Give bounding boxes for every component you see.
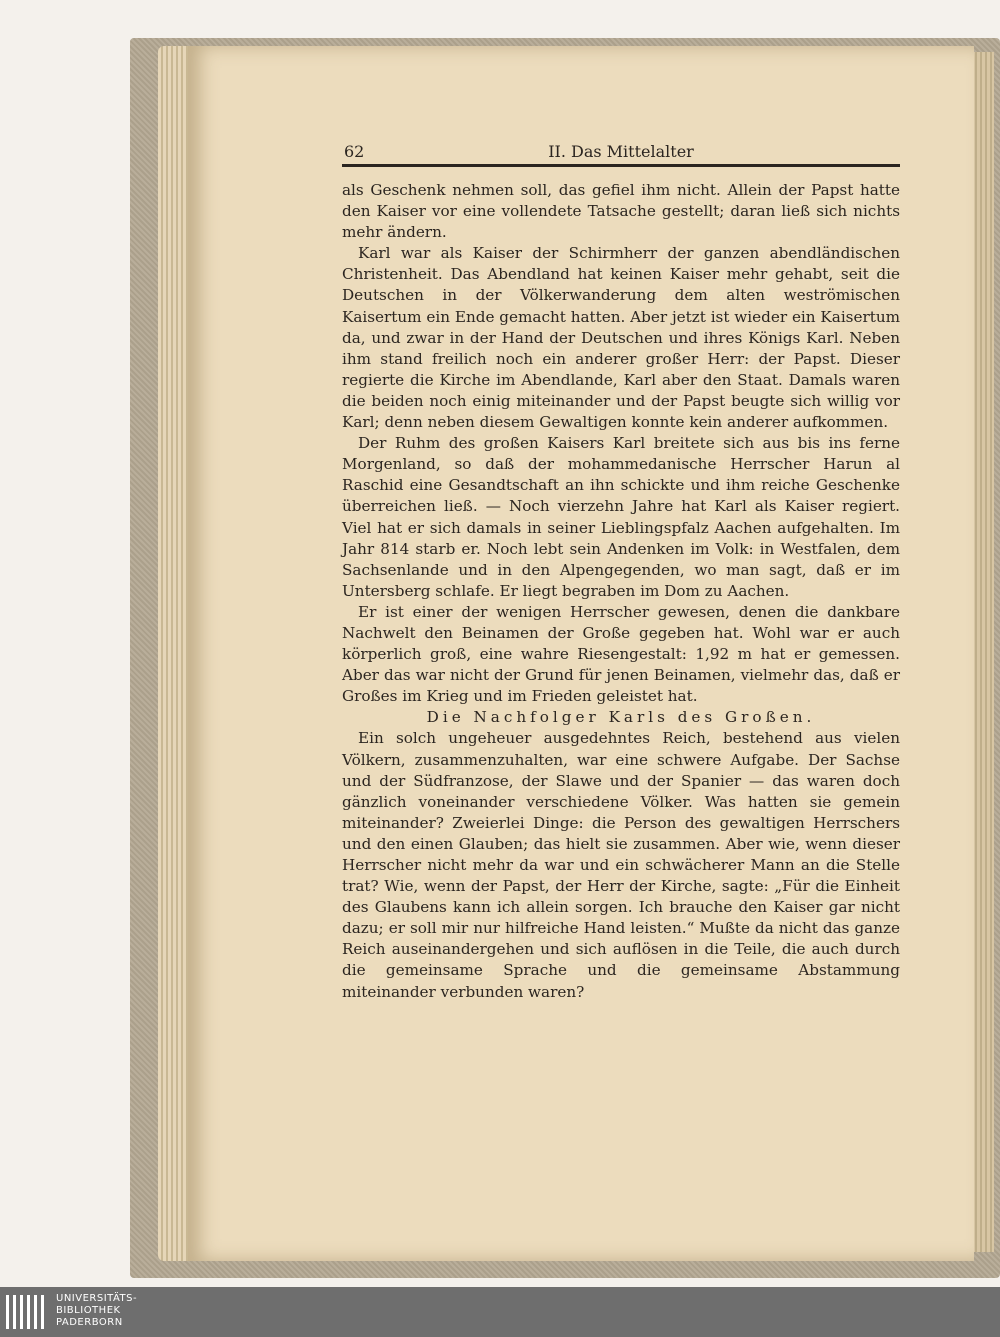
- paragraph: Der Ruhm des großen Kaisers Karl breitete sich aus bis ins ferne Morgenland, so daß der mohammedanische Herrscher Harun al Raschid eine Gesandtschaft an ihn schickte und ihm reiche Geschenke überreichen ließ. — Noch vierzehn Jahre hat Karl als Kaiser regiert. Viel hat er sich damals in seiner Lieblingspfalz Aachen aufgehalten. Im Jahr 814 starb er. Noch lebt sein Andenken im Volk: in Westfalen, dem Sachsenlande und in den Alpengegenden, wo man sagt, daß er im Untersberg schlafe. Er liegt begraben im Dom zu Aachen.: [342, 434, 900, 600]
- page-header: [342, 142, 900, 167]
- page-edges-right: [972, 52, 994, 1252]
- section-title: Die Nachfolger Karls des Großen.: [426, 708, 816, 727]
- paragraph: Ein solch ungeheuer ausgedehntes Reich, bestehend aus vielen Völkern, zusammenzuhalten, war eine schwere Aufgabe. Der Sachse und der Südfranzose, der Slawe und der Spanier — das waren doch gänzlich voneinander verschiedene Völker. Was hatten sie gemein miteinander? Zweierlei Dinge: die Person des gewaltigen Herrschers und den einen Glauben; das hielt sie zusammen. Aber wie, wenn dieser Herrscher nicht mehr da war und ein schwächerer Mann an die Stelle trat? Wie, wenn der Papst, der Herr der Kirche, sagte: „Für die Einheit des Glaubens kann ich allein sorgen. Ich brauche den Kaiser gar nicht dazu; er soll mir nur hilfreiche Hand leisten.“ Mußte da nicht das ganze Reich auseinandergehen und sich auflösen in die Teile, die auch durch die gemeinsame Sprache und die gemeinsame Abstammung miteinander verbunden waren?: [342, 729, 900, 1001]
- paragraph: Er ist einer der wenigen Herrscher gewesen, denen die dankbare Nachwelt den Beinamen der Große gegeben hat. Wohl war er auch körperlich groß, eine wahre Riesengestalt: 1,92 m hat er gemessen. Aber das war nicht der Grund für jenen Beinamen, vielmehr das, daß er Großes im Krieg und im Frieden geleistet hat.: [342, 602, 900, 706]
- library-name-line: BIBLIOTHEK: [56, 1305, 121, 1316]
- library-name-line: UNIVERSITÄTS-: [56, 1293, 138, 1304]
- library-name-line: PADERBORN: [56, 1317, 123, 1328]
- library-name: [56, 1293, 137, 1329]
- paragraph: Karl war als Kaiser der Schirmherr der ganzen abendländischen Christenheit. Das Abendland hat keinen Kaiser mehr gehabt, seit die Deutschen in der Völkerwanderung dem alten weströmischen Kaisertum ein Ende gemacht hatten. Aber jetzt ist wieder ein Kaisertum da, und zwar in der Hand der Deutschen und ihres Königs Karl. Neben ihm stand freilich noch ein anderer großer Herr: der Papst. Dieser regierte die Kirche im Abendlande, Karl aber den Staat. Damals waren die beiden noch einig miteinander und der Papst beugte sich willig vor Karl; denn neben diesem Gewaltigen konnte kein anderer aufkommen.: [342, 244, 900, 432]
- paragraph: als Geschenk nehmen soll, das gefiel ihm nicht. Allein der Papst hatte den Kaiser vor eine vollendete Tatsache gestellt; daran ließ sich nichts mehr ändern.: [342, 181, 900, 242]
- running-head: II. Das Mittelalter: [548, 142, 694, 161]
- page-edges-left: [158, 46, 192, 1261]
- body-text: [342, 180, 900, 1003]
- library-footer: [0, 1287, 1000, 1337]
- page-number: 62: [344, 142, 365, 161]
- library-logo-icon: [4, 1295, 52, 1329]
